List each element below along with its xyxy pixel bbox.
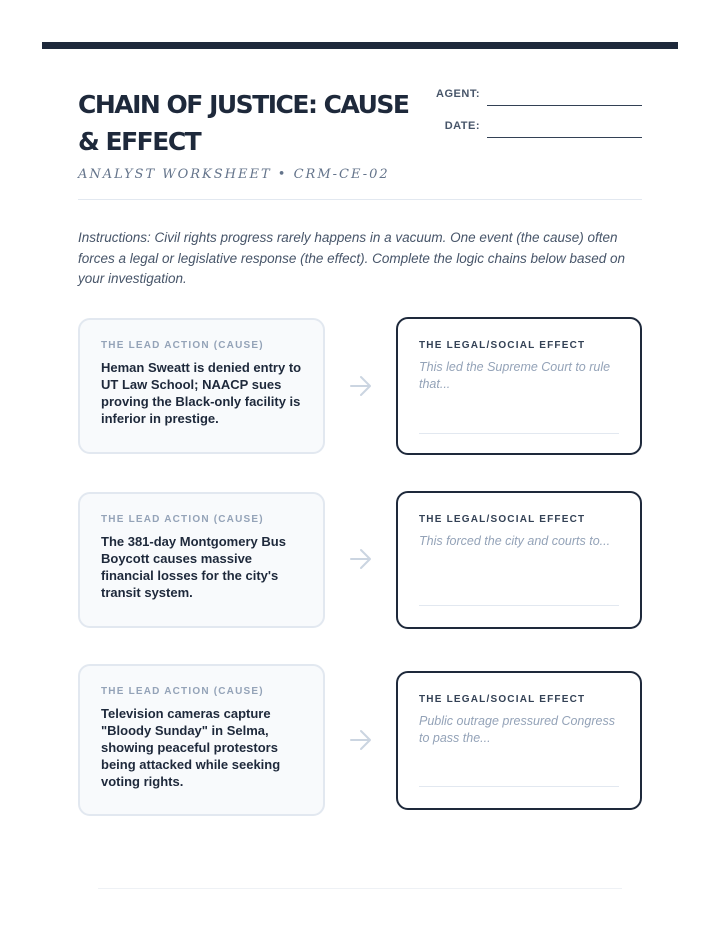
effect-label: THE LEGAL/SOCIAL EFFECT [419, 694, 586, 705]
effect-card-1[interactable] [396, 317, 642, 455]
effect-label: THE LEGAL/SOCIAL EFFECT [419, 514, 586, 525]
effect-prompt: This led the Supreme Court to rule that... [419, 360, 611, 391]
effect-card-2[interactable] [396, 491, 642, 629]
effect-prompt: Public outrage pressured Congress to pass the... [419, 714, 615, 745]
cause-text: The 381-day Montgomery Bus Boycott causes massive financial losses for the city's transit system. [101, 534, 286, 600]
cause-label: THE LEAD ACTION (CAUSE) [101, 514, 264, 525]
page-title: CHAIN OF JUSTICE: CAUSE & EFFECT [78, 90, 409, 156]
effect-label: THE LEGAL/SOCIAL EFFECT [419, 340, 586, 351]
effect-card-3[interactable] [396, 671, 642, 810]
cause-card-3 [78, 664, 325, 816]
arrow-right-icon [348, 375, 374, 397]
date-label: DATE: [444, 120, 480, 132]
cause-card-1 [78, 318, 325, 454]
cause-card-2 [78, 492, 325, 628]
answer-line[interactable] [419, 433, 619, 434]
answer-line[interactable] [419, 786, 619, 787]
arrow-right-icon [348, 548, 374, 570]
cause-text: Television cameras capture "Bloody Sunday" in Selma, showing peaceful protestors being attacked while seeking voting rights. [101, 706, 281, 789]
worksheet-subtitle: ANALYST WORKSHEET • CRM-CE-02 [78, 167, 390, 182]
answer-line[interactable] [419, 605, 619, 606]
date-field[interactable] [487, 137, 642, 138]
header-divider [78, 199, 642, 200]
effect-prompt: This forced the city and courts to... [419, 534, 611, 548]
footer-divider [98, 888, 622, 889]
cause-label: THE LEAD ACTION (CAUSE) [101, 686, 264, 697]
arrow-right-icon [348, 729, 374, 751]
cause-label: THE LEAD ACTION (CAUSE) [101, 340, 264, 351]
cause-text: Heman Sweatt is denied entry to UT Law School; NAACP sues proving the Black-only facility is inferior in prestige. [101, 360, 302, 426]
agent-label: AGENT: [436, 88, 480, 100]
instructions-text: Instructions: Civil rights progress rarely happens in a vacuum. One event (the cause) often forces a legal or legislative response (the effect). Complete the logic chains below based on your investigation. [78, 230, 626, 286]
top-accent-bar [42, 42, 678, 49]
agent-field[interactable] [487, 105, 642, 106]
